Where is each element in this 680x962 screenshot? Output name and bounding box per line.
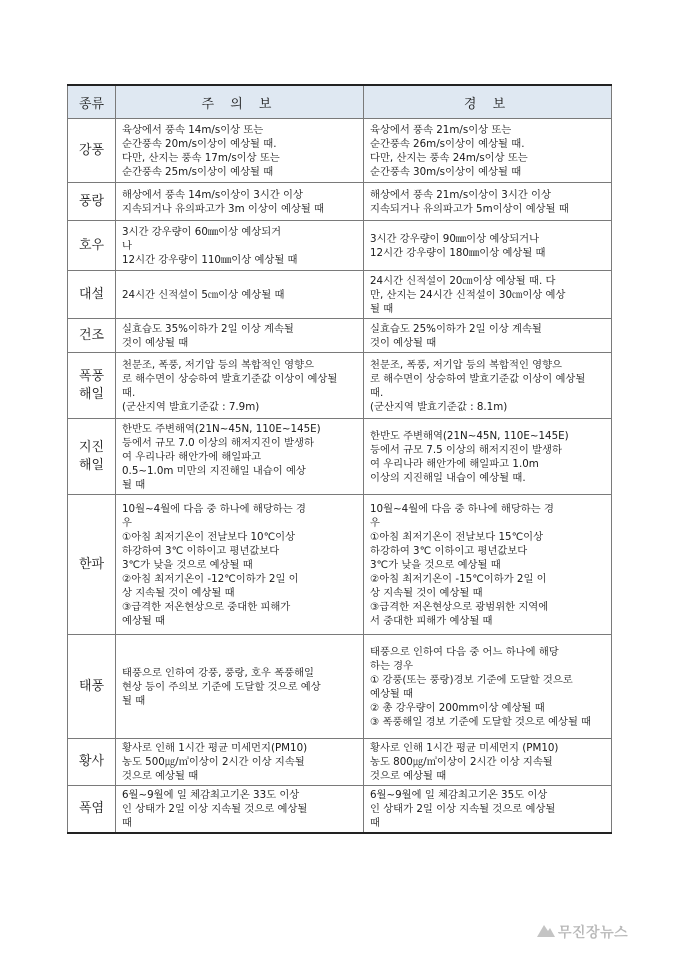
row-kind [68,635,116,739]
watermark-text: 무진장뉴스 [558,925,629,941]
advisory-criteria [116,353,364,419]
advisory-criteria [116,495,364,635]
warning-text-line: 때 [370,817,380,829]
advisory-text-line: 해상에서 풍속 14m/s이상이 3시간 이상 [122,188,303,201]
table-row [68,221,612,271]
kind-label: 강풍 [78,142,105,158]
row-kind [68,119,116,183]
advisory-criteria [116,635,364,739]
advisory-text-line: 6월~9월에 일 체감최고기온 33도 이상 [122,789,300,801]
advisory-text-line: 천문조, 폭풍, 저기압 등의 복합적인 영향으 [122,358,315,371]
advisory-text-line: (군산지역 발효기준값 : 7.9m) [122,400,260,413]
table-row [68,353,612,419]
kind-label: 풍랑 [78,193,105,209]
advisory-text-line: 24시간 신적설이 5㎝이상 예상될 때 [122,288,285,301]
warning-text-line: 태풍으로 인하여 다음 중 어느 하나에 해당 [370,645,559,658]
advisory-criteria [116,271,364,319]
warning-text-line: 상 지속될 것이 예상될 때 [370,586,483,599]
advisory-text-line: 지속되거나 유의파고가 3m 이상이 예상될 때 [122,202,325,215]
watermark-logo-icon [536,922,556,938]
warning-criteria [364,739,612,786]
kind-label: 호우 [78,237,105,253]
advisory-criteria [116,786,364,834]
row-kind [68,221,116,271]
warning-text-line: ① 강풍(또는 풍랑)경보 기준에 도달할 것으로 [370,673,573,686]
kind-label: 황사 [78,754,105,769]
warning-text-line: 순간풍속 30m/s이상이 예상될 때 [370,165,522,178]
warning-criteria [364,786,612,834]
advisory-text-line: 순간풍속 20m/s이상이 예상될 때. [122,137,277,150]
warning-criteria [364,353,612,419]
warning-text-line: 10월~4월에 다음 중 하나에 해당하는 경 [370,502,554,515]
warning-text-line: 한반도 주변해역(21N~45N, 110E~145E) [370,429,569,442]
warning-criteria [364,271,612,319]
header-warning: 경 보 [364,85,612,119]
weather-warning-table [67,84,612,834]
warning-text-line: 3℃가 낮을 것으로 예상될 때 [370,558,501,571]
table-row [68,319,612,353]
kind-label: 대설 [78,286,105,302]
warning-text-line: 예상될 때 [370,687,414,700]
warning-text-line: 만, 산지는 24시간 신적설이 30㎝이상 예상 [370,288,566,301]
warning-text-line: 하는 경우 [370,659,414,672]
warning-criteria [364,183,612,221]
table-row [68,786,612,834]
advisory-text-line: 때 [122,817,132,829]
advisory-text-line: 예상될 때 [122,614,166,627]
warning-text-line: ③ 폭풍해일 경보 기준에 도달할 것으로 예상될 때 [370,715,592,728]
warning-text-line: 농도 800㎍/㎥이상이 2시간 이상 지속될 [370,756,553,768]
table-row [68,271,612,319]
header-kind: 종류 [68,85,116,119]
warning-text-line: ② 총 강우량이 200mm이상 예상될 때 [370,701,545,714]
advisory-text-line: ②아침 최저기온이 -12℃이하가 2일 이 [122,572,299,585]
row-kind [68,353,116,419]
advisory-text-line: 상 지속될 것이 예상될 때 [122,586,235,599]
warning-text-line: 서 중대한 피해가 예상될 때 [370,614,493,627]
kind-label: 지진 [78,439,105,455]
warning-text-line: 하강하여 3℃ 이하이고 평년값보다 [370,544,528,557]
advisory-text-line: 12시간 강우량이 110㎜이상 예상될 때 [122,253,298,266]
row-kind [68,495,116,635]
warning-text-line: 로 해수면이 상승하여 발효기준값 이상이 예상될 [370,372,586,385]
header-advisory: 주 의 보 [116,85,364,119]
kind-label: 폭염 [78,801,105,816]
advisory-text-line: 순간풍속 25m/s이상이 예상될 때 [122,165,274,178]
table-row [68,419,612,495]
advisory-text-line: 등에서 규모 7.0 이상의 해저지진이 발생하 [122,436,314,449]
warning-text-line: 우 [370,516,380,529]
table-row [68,739,612,786]
row-kind [68,271,116,319]
advisory-criteria [116,221,364,271]
warning-text-line: (군산지역 발효기준값 : 8.1m) [370,400,508,413]
advisory-text-line: 태풍으로 인하여 강풍, 풍랑, 호우 폭풍해일 [122,666,315,679]
warning-criteria [364,319,612,353]
advisory-text-line: 될 때 [122,478,146,491]
table-header-row [68,85,612,119]
row-kind [68,319,116,353]
kind-label: 태풍 [78,678,105,694]
advisory-text-line: 10월~4월에 다음 중 하나에 해당하는 경 [122,502,306,515]
advisory-criteria [116,319,364,353]
row-kind [68,183,116,221]
warning-text-line: 이상의 지진해일 내습이 예상될 때. [370,471,526,484]
advisory-text-line: 하강하여 3℃ 이하이고 평년값보다 [122,544,280,557]
warning-text-line: 지속되거나 유의파고가 5m이상이 예상될 때 [370,202,569,215]
advisory-text-line: 로 해수면이 상승하여 발효기준값 이상이 예상될 [122,372,338,385]
warning-text-line: 해상에서 풍속 21m/s이상이 3시간 이상 [370,188,551,201]
warning-text-line: 인 상태가 2일 이상 지속될 것으로 예상될 [370,803,556,815]
kind-label: 폭풍 [78,368,105,384]
advisory-text-line: 3시간 강우량이 60㎜이상 예상되거 [122,225,282,238]
warning-text-line: 천문조, 폭풍, 저기압 등의 복합적인 영향으 [370,358,563,371]
table-row [68,495,612,635]
row-kind [68,739,116,786]
advisory-criteria [116,183,364,221]
advisory-text-line: 될 때 [122,694,146,707]
advisory-criteria [116,739,364,786]
advisory-text-line: 것으로 예상될 때 [122,770,199,782]
kind-label: 해일 [78,386,105,402]
warning-text-line: 3시간 강우량이 90㎜이상 예상되거나 [370,232,540,245]
advisory-text-line: 다만, 산지는 풍속 17m/s이상 또는 [122,151,280,164]
warning-text-line: 6월~9월에 일 체감최고기온 35도 이상 [370,789,548,801]
kind-label: 한파 [78,556,105,572]
advisory-text-line: 황사로 인해 1시간 평균 미세먼지(PM10) [122,742,308,754]
warning-criteria [364,419,612,495]
warning-criteria [364,119,612,183]
warning-text-line: 것으로 예상될 때 [370,770,447,782]
warning-criteria [364,221,612,271]
advisory-text-line: 농도 500㎍/㎥이상이 2시간 이상 지속될 [122,756,305,768]
table-row [68,119,612,183]
advisory-text-line: 때. [122,386,136,399]
warning-text-line: 때. [370,386,384,399]
kind-label: 해일 [78,457,105,473]
warning-text-line: 24시간 신적설이 20㎝이상 예상될 때. 다 [370,274,556,287]
advisory-text-line: ③급격한 저온현상으로 중대한 피해가 [122,600,291,613]
advisory-text-line: 여 우리나라 해안가에 해일파고 [122,450,262,463]
advisory-text-line: 3℃가 낮을 것으로 예상될 때 [122,558,253,571]
warning-text-line: 될 때 [370,302,394,315]
row-kind [68,786,116,834]
advisory-text-line: 한반도 주변해역(21N~45N, 110E~145E) [122,422,321,435]
row-kind [68,419,116,495]
warning-text-line: ③급격한 저온현상으로 광범위한 지역에 [370,600,549,613]
warning-text-line: ①아침 최저기온이 전날보다 15℃이상 [370,530,544,543]
warning-text-line: 12시간 강우량이 180㎜이상 예상될 때 [370,246,546,259]
kind-label: 건조 [78,327,105,343]
warning-text-line: 것이 예상될 때 [370,336,437,349]
warning-criteria [364,635,612,739]
advisory-criteria [116,119,364,183]
advisory-text-line: 0.5~1.0m 미만의 지진해일 내습이 예상 [122,464,306,477]
warning-text-line: 황사로 인해 1시간 평균 미세먼지 (PM10) [370,742,559,754]
advisory-text-line: 현상 등이 주의보 기준에 도달할 것으로 예상 [122,680,321,693]
advisory-text-line: ①아침 최저기온이 전날보다 10℃이상 [122,530,296,543]
table-row [68,183,612,221]
advisory-text-line: 우 [122,516,132,529]
advisory-text-line: 실효습도 35%이하가 2일 이상 계속될 [122,322,294,335]
warning-text-line: 순간풍속 26m/s이상이 예상될 때. [370,137,525,150]
advisory-criteria [116,419,364,495]
warning-criteria [364,495,612,635]
warning-text-line: 여 우리나라 해안가에 해일파고 1.0m [370,457,539,470]
table-row [68,635,612,739]
warning-text-line: 실효습도 25%이하가 2일 이상 계속될 [370,322,542,335]
advisory-text-line: 나 [122,239,132,252]
advisory-text-line: 것이 예상될 때 [122,336,189,349]
warning-text-line: 등에서 규모 7.5 이상의 해저지진이 발생하 [370,443,562,456]
advisory-text-line: 육상에서 풍속 14m/s이상 또는 [122,123,264,136]
advisory-text-line: 인 상태가 2일 이상 지속될 것으로 예상될 [122,803,308,815]
warning-text-line: 다만, 산지는 풍속 24m/s이상 또는 [370,151,528,164]
warning-text-line: ②아침 최저기온이 -15℃이하가 2일 이 [370,572,547,585]
warning-text-line: 육상에서 풍속 21m/s이상 또는 [370,123,512,136]
